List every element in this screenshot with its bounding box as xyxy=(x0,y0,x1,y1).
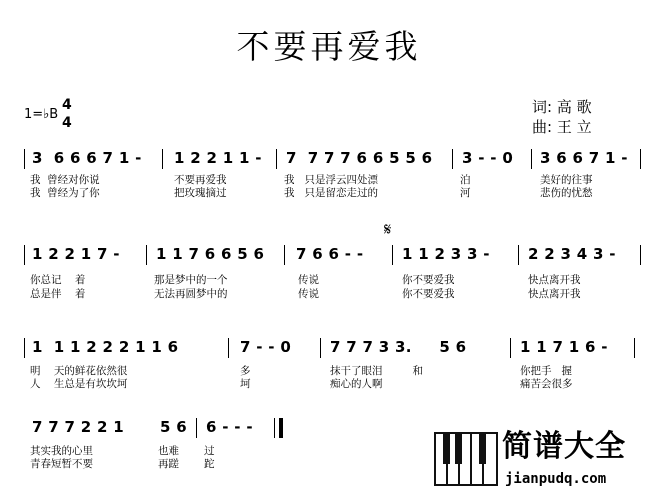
measure-lyric: 无法再圆梦中的 xyxy=(154,288,228,300)
measure-lyric: 抹干了眼泪 和 xyxy=(330,365,424,377)
measure-notes: 1 1 1 2 2 2 1 1 6 xyxy=(32,338,179,356)
measure-lyric: 你总记 着 xyxy=(30,274,86,286)
measure-lyric: 悲伤的忧愁 xyxy=(540,187,593,199)
measure-lyric: 总是伴 着 xyxy=(30,288,86,300)
measure-lyric: 过 xyxy=(204,445,215,457)
measure-notes: 7 7 7 7 6 6 5 5 6 xyxy=(286,149,433,167)
barline xyxy=(518,245,519,265)
measure-notes: 1 2 2 1 1 - xyxy=(174,149,262,167)
measure-lyric: 我 曾经对你说 xyxy=(30,174,100,186)
segno-sign: 𝄋 xyxy=(384,220,392,240)
barline xyxy=(392,245,393,265)
measure-lyric: 泊 xyxy=(460,174,471,186)
measure-notes: 7 6 6 - - xyxy=(296,245,364,263)
measure-lyric: 我 只是浮云四处漂 xyxy=(284,174,379,186)
measure-lyric: 把玫瑰摘过 xyxy=(174,187,227,199)
site-logo-name: 简谱大全 xyxy=(502,429,626,464)
lyricist-credit: 词: 高 歌 xyxy=(532,98,592,116)
measure-lyric: 河 xyxy=(460,187,471,199)
measure-lyric: 跎 xyxy=(204,458,215,470)
barline xyxy=(640,245,641,265)
measure-lyric: 青春短暂不要 xyxy=(30,458,93,470)
barline xyxy=(24,245,25,265)
measure-lyric: 你不要爱我 xyxy=(402,274,455,286)
barline xyxy=(452,149,453,169)
measure-lyric: 其实我的心里 xyxy=(30,445,93,457)
measure-lyric: 人 生总是有坎坎坷 xyxy=(30,378,128,390)
barline xyxy=(274,418,275,438)
measure-notes: 1 1 7 6 6 5 6 xyxy=(156,245,265,263)
barline xyxy=(276,149,277,169)
measure-lyric: 我 只是留恋走过的 xyxy=(284,187,379,199)
measure-notes: 7 7 7 3 3. 5 6 xyxy=(330,338,467,356)
measure-lyric: 明 天的鲜花依然很 xyxy=(30,365,128,377)
measure-lyric: 传说 xyxy=(298,288,319,300)
barline xyxy=(162,149,163,169)
barline xyxy=(146,245,147,265)
measure-notes: 5 6 xyxy=(160,418,187,436)
measure-lyric: 也难 xyxy=(158,445,179,457)
composer-credit: 曲: 王 立 xyxy=(532,118,592,136)
measure-notes: 1 1 7 1 6 - xyxy=(520,338,608,356)
barline xyxy=(24,338,25,358)
measure-lyric: 美好的往事 xyxy=(540,174,593,186)
measure-notes: 6 - - - xyxy=(206,418,253,436)
measure-lyric: 痴心的人啊 xyxy=(330,378,383,390)
barline xyxy=(24,149,25,169)
measure-notes: 3 6 6 7 1 - xyxy=(540,149,628,167)
measure-notes: 7 - - 0 xyxy=(240,338,292,356)
measure-notes: 1 2 2 1 7 - xyxy=(32,245,120,263)
measure-lyric: 快点离开我 xyxy=(528,288,581,300)
measure-lyric: 再蹉 xyxy=(158,458,179,470)
measure-lyric: 那是梦中的一个 xyxy=(154,274,228,286)
barline xyxy=(320,338,321,358)
measure-notes: 3 6 6 6 7 1 - xyxy=(32,149,142,167)
key-signature: 1=♭B xyxy=(24,107,59,122)
measure-notes: 3 - - 0 xyxy=(462,149,514,167)
measure-notes: 2 2 3 4 3 - xyxy=(528,245,616,263)
measure-lyric: 快点离开我 xyxy=(528,274,581,286)
piano-keys-icon xyxy=(434,432,498,486)
measure-lyric: 我 曾经为了你 xyxy=(30,187,100,199)
barline xyxy=(634,338,635,358)
barline xyxy=(510,338,511,358)
measure-notes: 1 1 2 3 3 - xyxy=(402,245,490,263)
measure-lyric: 传说 xyxy=(298,274,319,286)
barline xyxy=(531,149,532,169)
barline xyxy=(284,245,285,265)
final-barline xyxy=(279,418,283,438)
measure-lyric: 不要再爱我 xyxy=(174,174,227,186)
meter-top: 4 xyxy=(62,97,72,113)
song-title: 不要再爱我 xyxy=(236,27,422,66)
measure-lyric: 你不要爱我 xyxy=(402,288,455,300)
measure-notes: 7 7 7 2 2 1 xyxy=(32,418,125,436)
measure-lyric: 你把手 握 xyxy=(520,365,573,377)
measure-lyric: 痛苦会很多 xyxy=(520,378,573,390)
barline xyxy=(640,149,641,169)
meter-bottom: 4 xyxy=(62,115,72,131)
barline xyxy=(196,418,197,438)
site-logo-url: jianpudq.com xyxy=(505,471,607,487)
barline xyxy=(228,338,229,358)
measure-lyric: 多 xyxy=(240,365,251,377)
measure-lyric: 坷 xyxy=(240,378,251,390)
